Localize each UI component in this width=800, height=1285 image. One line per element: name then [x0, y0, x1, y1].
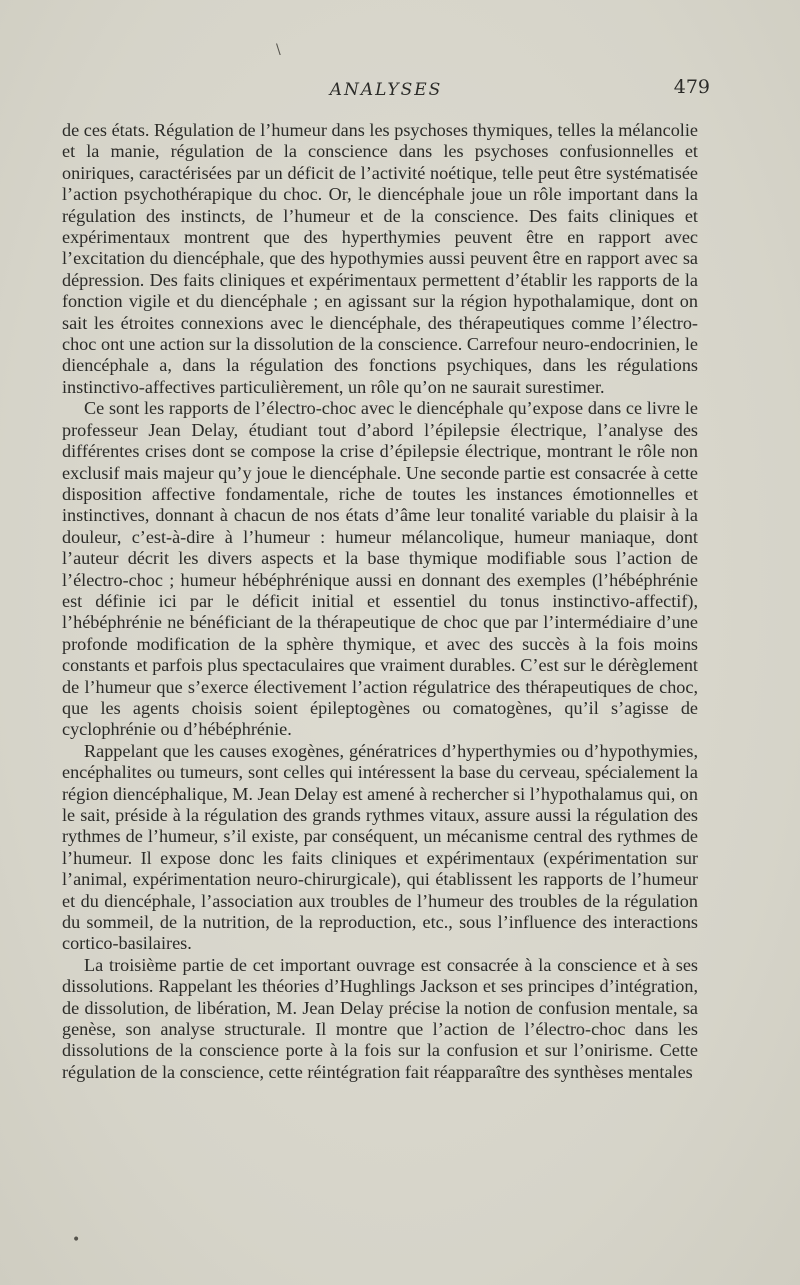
- running-head: ANALYSES: [329, 80, 443, 100]
- print-speck: \: [276, 42, 281, 58]
- paragraph-1: de ces états. Régulation de l’humeur dans les psychoses thymiques, telles la mélancolie et la manie, régulation de la conscience dans les psychoses confusionnelles et oniriques, caractérisées par un déficit de l’activité noétique, telle peut être systématisée l’action psychothérapique du choc. Or, le diencéphale joue un rôle important dans la régulation des instincts, de l’humeur et de la conscience. Des faits cliniques et expérimentaux montrent que des hyperthymies peuvent être en rapport avec l’excitation du diencéphale, que des hypothymies aussi peuvent être en rapport avec sa dépression. Des faits cliniques et expérimentaux permettent d’établir les rapports de la fonction vigile et du diencéphale ; en agissant sur la région hypothalamique, dont on sait les étroites connexions avec le diencéphale, des thérapeutiques comme l’électro-choc ont une action sur la dissolution de la conscience. Carrefour neuro-endocrinien, le diencéphale a, dans la régulation des fonctions psychiques, dans les régulations instinctivo-affectives particulièrement, un rôle qu’on ne saurait surestimer.: [62, 120, 698, 397]
- paragraph-2: Ce sont les rapports de l’électro-choc avec le diencéphale qu’expose dans ce livre le professeur Jean Delay, étudiant tout d’abord l’épilepsie électrique, l’analyse des différentes crises dont se compose la crise d’épilepsie électrique, montrant le rôle non exclusif mais majeur qu’y joue le diencéphale. Une seconde partie est consacrée à cette disposition affective fondamentale, riche de toutes les instances émotionnelles et instinctives, donnant à chacun de nos états d’âme leur tonalité variable du plaisir à la douleur, c’est-à-dire à l’humeur : humeur mélancolique, humeur maniaque, dont l’auteur décrit les divers aspects et la base thymique modifiable sous l’action de l’électro-choc ; humeur hébéphrénique aussi en donnant des exemples (l’hébéphrénie est définie ici par le déficit initial et essentiel du tonus instinctivo-affectif), l’hébéphrénie ne bénéficiant de la thérapeutique de choc que par l’intermédiaire d’une profonde modification de la sphère thymique, et avec des succès à la fois moins constants et parfois plus spectaculaires que vraiment durables. C’est sur le dérèglement de l’humeur que s’exerce électivement l’action régulatrice des thérapeutiques de choc, que les agents choisis soient épileptogènes ou comatogènes, qu’il s’agisse de cyclophrénie ou d’hébéphrénie.: [62, 398, 698, 740]
- body-text: [62, 120, 698, 1083]
- paragraph-4: La troisième partie de cet important ouvrage est consacrée à la conscience et à ses dissolutions. Rappelant les théories d’Hughlings Jackson et ses principes d’intégration, de dissolution, de libération, M. Jean Delay précise la notion de confusion mentale, sa genèse, son analyse structurale. Il montre que l’action de l’électro-choc dans les dissolutions de la conscience porte à la fois sur la confusion et sur l’onirisme. Cette régulation de la conscience, cette réintégration fait réapparaître des synthèses mentales: [62, 954, 698, 1082]
- page-number: 479: [673, 76, 710, 98]
- paragraph-3: Rappelant que les causes exogènes, génératrices d’hyperthymies ou d’hypothymies, encéphalites ou tumeurs, sont celles qui intéressent la base du cerveau, spécialement la région diencéphalique, M. Jean Delay est amené à rechercher si l’hypothalamus qui, on le sait, préside à la régulation des grands rythmes vitaux, assure aussi la régulation des rythmes de l’humeur, s’il existe, par conséquent, un mécanisme central des rythmes de l’humeur. Il expose donc les faits cliniques et expérimentaux (expérimentation sur l’animal, expérimentation neuro-chirurgicale), qui établissent les rapports de l’humeur et du diencéphale, l’association aux troubles de l’humeur des troubles de la régulation du sommeil, de la nutrition, de la reproduction, etc., sous l’influence des interactions cortico-basilaires.: [62, 740, 698, 954]
- print-speck: •: [72, 1232, 81, 1248]
- page-header: [62, 74, 710, 104]
